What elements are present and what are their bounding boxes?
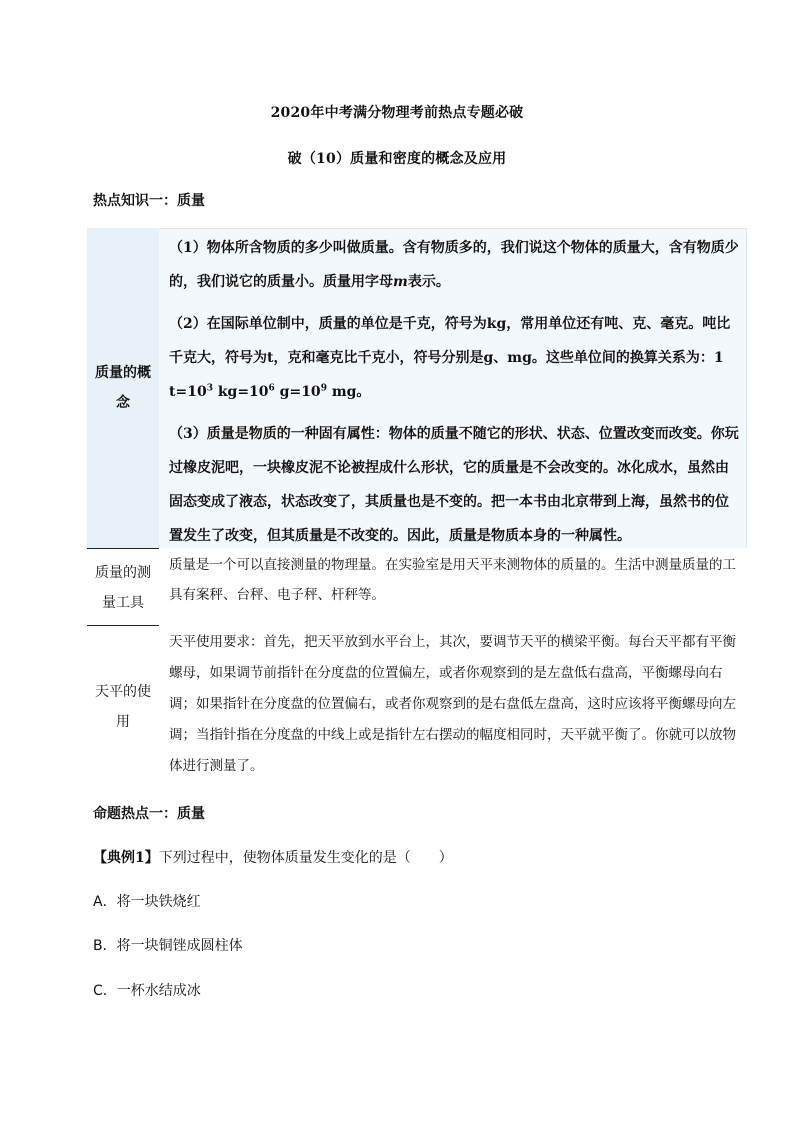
measuring-tool-label: 质量的测量工具	[95, 564, 151, 611]
paragraph-3: （3）质量是物质的一种固有属性：物体的质量不随它的形状、状态、位置改变而改变。你玩过橡皮泥吧，一块橡皮泥不论被捏成什么形状，它的质量是不会改变的。冰化成水，虽然由固态变成了液态，状态改变了，其质量也是不变的。把一本书由北京带到上海，虽然书的位置发生了改变，但其质量是不改变的。因此，质量是物质本身的一种属性。	[169, 426, 739, 544]
option-c: C．一杯水结成冰	[93, 983, 201, 999]
paragraph-1	[169, 231, 740, 299]
divider	[87, 625, 159, 626]
document-title: 2020年中考满分物理考前热点专题必破	[270, 105, 524, 121]
table-row	[87, 550, 747, 625]
table-row-content: 质量是一个可以直接测量的物理量。在实验室是用天平来测物体的质量的。生活中测量质量的工具有案秤、台秤、电子秤、杆秤等。	[169, 557, 736, 603]
section-heading-hotspot: 命题热点一：质量	[93, 806, 205, 822]
table-row-label	[87, 550, 159, 625]
paragraph-1-tail: 表示。	[407, 274, 450, 290]
table-row-label	[87, 228, 159, 548]
exponent-9: 9	[320, 383, 327, 394]
table-row	[87, 627, 747, 787]
question-text: 下列过程中，使物体质量发生变化的是（ ）	[158, 850, 453, 866]
exponent-6: 6	[268, 383, 275, 394]
symbol-m: m	[393, 274, 408, 290]
option-a: A．将一块铁烧红	[93, 894, 201, 910]
table-row	[87, 228, 747, 548]
table-row-content: 天平使用要求：首先，把天平放到水平台上，其次，要调节天平的横梁平衡。每台天平都有平衡螺母，如果调节前指针在分度盘的位置偏左，或者你观察到的是左盘低右盘高，平衡螺母向右调；如果指针在分度盘的位置偏右，或者你观察到的是右盘低左盘高，这时应该将平衡螺母向左调；当指针指在分度盘的中线上或是指针左右摆动的幅度相同时，天平就平衡了。你就可以放物体进行测量了。	[169, 634, 736, 774]
table-row-label	[87, 627, 159, 787]
option-b: B．将一块铜锉成圆柱体	[93, 938, 243, 954]
paragraph-2-mg: mg。	[326, 384, 371, 400]
paragraph-2-text: （2）在国际单位制中，质量的单位是千克，符号为kg，常用单位还有吨、克、毫克。吨比千克大，符号为t，克和毫克比千克小，符号分别是g、mg。这些单位间的换算关系为：1 t=10	[169, 316, 731, 400]
document-subtitle: 破（10）质量和密度的概念及应用	[287, 151, 507, 167]
section-heading-knowledge: 热点知识一：质量	[93, 193, 205, 209]
paragraph-1-text: （1）物体所含物质的多少叫做质量。含有物质多的，我们说这个物体的质量大，含有物质少的，我们说它的质量小。质量用字母	[169, 240, 739, 290]
balance-usage-label: 天平的使用	[95, 684, 151, 730]
question-tag: 【典例1】	[93, 850, 159, 866]
paragraph-2	[169, 307, 740, 409]
question-stem	[93, 847, 453, 867]
paragraph-2-kg: kg=10	[212, 384, 269, 400]
table-row-content	[159, 228, 747, 548]
exponent-3: 3	[206, 383, 213, 394]
divider	[87, 548, 159, 549]
mass-concept-label: 质量的概念	[95, 365, 151, 411]
paragraph-2-g: g=10	[274, 384, 321, 400]
